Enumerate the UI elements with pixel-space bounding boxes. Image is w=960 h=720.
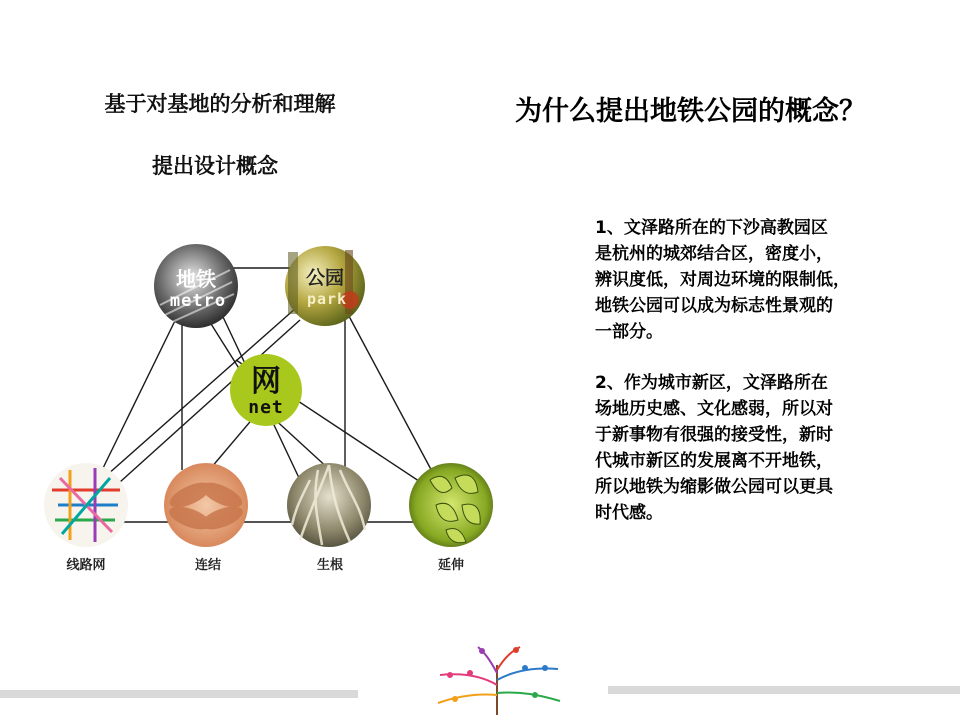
- node-line-network: [44, 463, 128, 547]
- paragraph-1: 1、文泽路所在的下沙高教园区 是杭州的城郊结合区，密度小， 辨识度低，对周边环境的限制低， 地铁公园可以成为标志性景观的 一部分。: [595, 218, 850, 342]
- paragraph-2: 2、作为城市新区，文泽路所在 场地历史感、文化感弱，所以对 于新事物有很强的接受性，新时 代城市新区的发展离不开地铁， 所以地铁为缩影做公园可以更具 时代感。: [595, 373, 833, 523]
- node-extend: [409, 463, 493, 547]
- page-title: 为什么提出地铁公园的概念？: [515, 96, 866, 127]
- metro-tree-logo-icon: [430, 645, 565, 717]
- node-net: [230, 354, 302, 426]
- node-connect: [164, 463, 248, 547]
- left-heading-line2: 提出设计概念: [152, 154, 278, 178]
- node-park: [285, 246, 365, 326]
- net-cn-label: 网: [251, 364, 281, 399]
- net-en-label: net: [248, 397, 284, 418]
- footer-bar-right: [608, 686, 960, 694]
- footer-bar-left: [0, 690, 358, 698]
- left-heading-line1: 基于对基地的分析和理解: [104, 92, 336, 116]
- park-cn-label: 公园: [305, 267, 345, 289]
- label-connect: 连结: [194, 558, 221, 573]
- label-roots: 生根: [316, 558, 343, 573]
- metro-cn-label: 地铁: [176, 267, 216, 291]
- node-metro: [154, 244, 238, 328]
- node-roots: [287, 463, 371, 547]
- label-line-network: 线路网: [66, 558, 106, 573]
- label-extend: 延伸: [437, 558, 464, 573]
- metro-en-label: metro: [169, 291, 227, 311]
- park-en-label: park: [306, 290, 348, 308]
